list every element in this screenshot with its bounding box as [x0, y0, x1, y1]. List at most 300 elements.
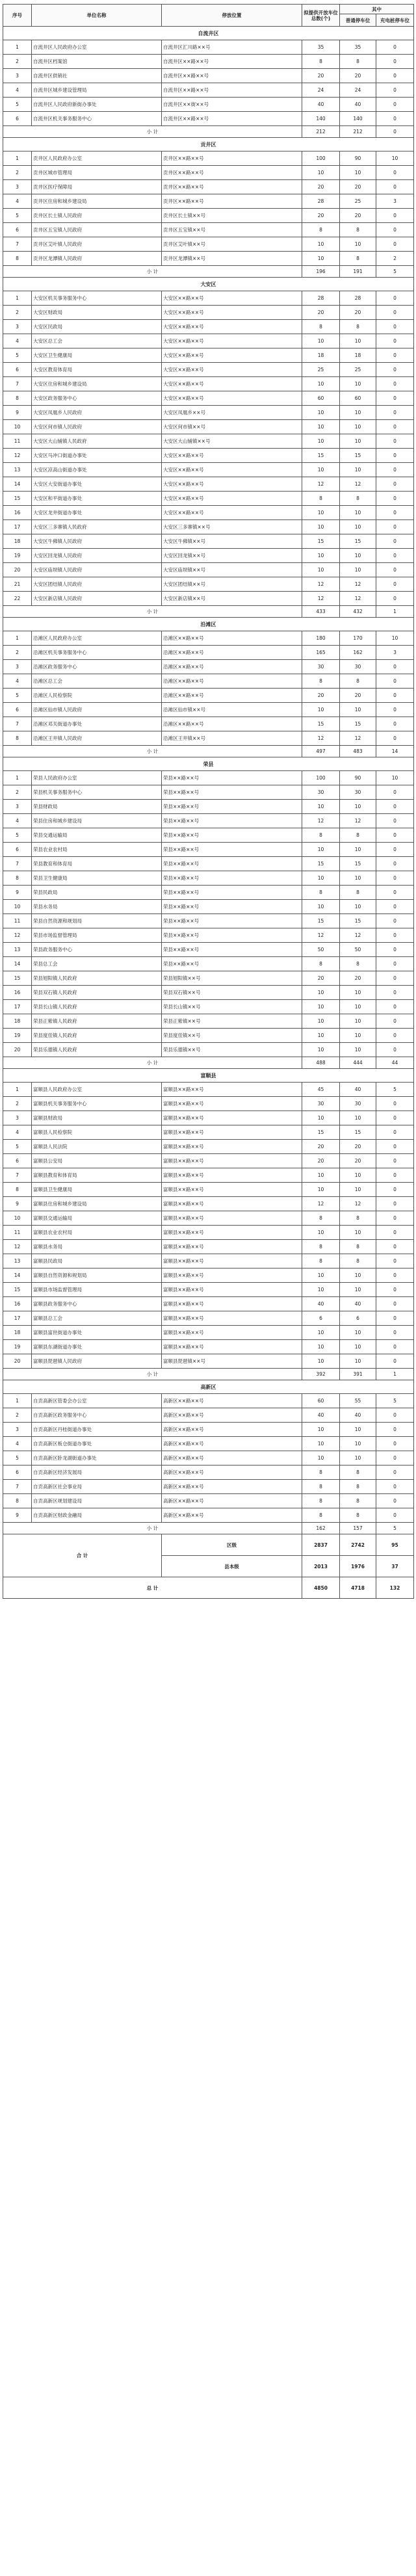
section-header-row — [3, 138, 414, 151]
cell-no: 6 — [3, 1465, 32, 1480]
cell-total: 40 — [302, 98, 340, 112]
cell-location: 自流井区××路××号 — [162, 83, 302, 98]
section-header-row — [3, 1380, 414, 1394]
cell-unit: 荣县市场监督管理局 — [32, 928, 162, 943]
table-row — [3, 363, 414, 377]
cell-normal: 15 — [340, 1125, 376, 1140]
cell-charging: 0 — [376, 886, 414, 900]
cell-location: 富顺县琵琶镇××号 — [162, 1354, 302, 1369]
table-row — [3, 1140, 414, 1154]
cell-normal: 10 — [340, 1183, 376, 1197]
table-row — [3, 1408, 414, 1423]
cell-location: 富顺县××路××号 — [162, 1340, 302, 1354]
cell-total: 10 — [302, 1326, 340, 1340]
cell-no: 2 — [3, 646, 32, 660]
cell-location: 贡井区五宝镇××号 — [162, 223, 302, 237]
cell-total: 8 — [302, 1465, 340, 1480]
cell-normal: 10 — [340, 463, 376, 477]
cell-total: 20 — [302, 209, 340, 223]
grand-total-label: 总 计 — [3, 1577, 302, 1599]
table-row — [3, 731, 414, 746]
cell-total: 10 — [302, 506, 340, 520]
cell-charging: 3 — [376, 194, 414, 209]
cell-unit: 荣县交通运输局 — [32, 828, 162, 843]
cell-charging: 0 — [376, 900, 414, 914]
cell-no: 5 — [3, 209, 32, 223]
cell-normal: 15 — [340, 449, 376, 463]
cell-normal: 20 — [340, 306, 376, 320]
table-row — [3, 151, 414, 166]
cell-normal: 8 — [340, 55, 376, 69]
cell-location: 沿滩区××路××号 — [162, 660, 302, 674]
cell-normal: 10 — [340, 871, 376, 886]
cell-total: 8 — [302, 320, 340, 334]
cell-charging: 0 — [376, 1111, 414, 1125]
cell-no: 5 — [3, 98, 32, 112]
cell-location: 大安区××路××号 — [162, 334, 302, 348]
subtotal-label: 小 计 — [3, 1057, 302, 1069]
cell-normal: 10 — [340, 1029, 376, 1043]
cell-no: 10 — [3, 900, 32, 914]
cell-charging: 0 — [376, 306, 414, 320]
subtotal-charge: 1 — [376, 606, 414, 618]
cell-normal: 35 — [340, 40, 376, 55]
cell-charging: 0 — [376, 549, 414, 563]
cell-normal: 10 — [340, 1423, 376, 1437]
cell-unit: 大安区机关事务服务中心 — [32, 291, 162, 306]
cell-location: 荣县××路××号 — [162, 957, 302, 971]
cell-location: 荣县××路××号 — [162, 857, 302, 871]
cell-unit: 富顺县自然资源和规划局 — [32, 1268, 162, 1283]
cell-normal: 40 — [340, 1083, 376, 1097]
cell-total: 10 — [302, 1354, 340, 1369]
cell-no: 3 — [3, 180, 32, 194]
cell-unit: 大安区教育体育局 — [32, 363, 162, 377]
table-row — [3, 1423, 414, 1437]
cell-total: 10 — [302, 1340, 340, 1354]
totals-label: 合 计 — [3, 1534, 162, 1577]
cell-charging: 0 — [376, 1211, 414, 1226]
table-row — [3, 377, 414, 391]
cell-no: 14 — [3, 957, 32, 971]
cell-total: 10 — [302, 1043, 340, 1057]
cell-charging: 0 — [376, 477, 414, 492]
cell-no: 7 — [3, 1480, 32, 1494]
subtotal-total: 162 — [302, 1523, 340, 1534]
cell-normal: 10 — [340, 377, 376, 391]
cell-no: 11 — [3, 434, 32, 449]
cell-unit: 荣县财政局 — [32, 800, 162, 814]
cell-normal: 28 — [340, 291, 376, 306]
cell-unit: 沿滩区机关事务服务中心 — [32, 646, 162, 660]
cell-location: 富顺县××路××号 — [162, 1125, 302, 1140]
totals-district-total: 2837 — [302, 1534, 340, 1556]
cell-location: 大安区××路××号 — [162, 463, 302, 477]
cell-charging: 0 — [376, 928, 414, 943]
cell-unit: 荣县农业农村局 — [32, 843, 162, 857]
table-row — [3, 1125, 414, 1140]
cell-total: 10 — [302, 166, 340, 180]
table-row — [3, 1014, 414, 1029]
cell-charging: 0 — [376, 377, 414, 391]
cell-location: 荣县××路××号 — [162, 871, 302, 886]
table-row — [3, 914, 414, 928]
cell-total: 180 — [302, 631, 340, 646]
cell-no: 18 — [3, 1326, 32, 1340]
cell-total: 30 — [302, 785, 340, 800]
cell-unit: 荣县度佳镇人民政府 — [32, 1029, 162, 1043]
subtotal-charge: 0 — [376, 126, 414, 138]
cell-total: 28 — [302, 291, 340, 306]
cell-location: 荣县双石镇××号 — [162, 986, 302, 1000]
cell-location: 高新区××路××号 — [162, 1408, 302, 1423]
cell-unit: 富顺县机关事务服务中心 — [32, 1097, 162, 1111]
table-row — [3, 957, 414, 971]
cell-total: 10 — [302, 377, 340, 391]
cell-location: 贡井区龙潭镇××号 — [162, 252, 302, 266]
table-row — [3, 1254, 414, 1268]
cell-charging: 0 — [376, 1297, 414, 1311]
cell-charging: 0 — [376, 1354, 414, 1369]
table-row — [3, 492, 414, 506]
cell-no: 18 — [3, 1014, 32, 1029]
cell-no: 2 — [3, 1097, 32, 1111]
table-row — [3, 703, 414, 717]
cell-unit: 大安区总工会 — [32, 334, 162, 348]
grand-total-normal: 4718 — [340, 1577, 376, 1599]
cell-charging: 0 — [376, 1423, 414, 1437]
cell-no: 18 — [3, 534, 32, 549]
cell-unit: 大安区回龙镇人民政府 — [32, 549, 162, 563]
subtotal-normal: 212 — [340, 126, 376, 138]
cell-unit: 自贡高新区政务服务中心 — [32, 1408, 162, 1423]
cell-unit: 荣县水务局 — [32, 900, 162, 914]
cell-charging: 0 — [376, 1311, 414, 1326]
cell-no: 4 — [3, 83, 32, 98]
cell-charging: 0 — [376, 1494, 414, 1508]
cell-location: 大安区××路××号 — [162, 377, 302, 391]
cell-normal: 25 — [340, 363, 376, 377]
cell-unit: 荣县机关事务服务中心 — [32, 785, 162, 800]
table-row — [3, 1240, 414, 1254]
cell-no: 8 — [3, 1183, 32, 1197]
section-header-row — [3, 618, 414, 631]
totals-county-normal: 1976 — [340, 1556, 376, 1577]
cell-charging: 0 — [376, 391, 414, 406]
table-row — [3, 252, 414, 266]
cell-total: 8 — [302, 223, 340, 237]
table-row — [3, 871, 414, 886]
cell-no: 3 — [3, 69, 32, 83]
cell-unit: 贡井区艾叶镇人民政府 — [32, 237, 162, 252]
cell-unit: 富顺县水务局 — [32, 1240, 162, 1254]
cell-unit: 自贡高新区板仓街道办事处 — [32, 1437, 162, 1451]
cell-location: 荣县乐德镇××号 — [162, 1043, 302, 1057]
cell-unit: 荣县自然资源和规划局 — [32, 914, 162, 928]
section-title: 高新区 — [3, 1380, 414, 1394]
cell-location: 高新区××路××号 — [162, 1423, 302, 1437]
cell-charging: 0 — [376, 520, 414, 534]
cell-total: 100 — [302, 771, 340, 785]
subtotal-label: 小 计 — [3, 606, 302, 618]
cell-total: 15 — [302, 1125, 340, 1140]
table-row — [3, 83, 414, 98]
table-row — [3, 463, 414, 477]
cell-location: 荣县××路××号 — [162, 943, 302, 957]
table-row — [3, 320, 414, 334]
header-total: 拟提供开放车位总数(个) — [302, 5, 340, 27]
section-title: 自流井区 — [3, 27, 414, 40]
cell-charging: 0 — [376, 1283, 414, 1297]
cell-normal: 30 — [340, 1097, 376, 1111]
table-row — [3, 1508, 414, 1523]
cell-total: 50 — [302, 943, 340, 957]
cell-charging: 0 — [376, 1043, 414, 1057]
header-normal: 普通停车位 — [340, 14, 376, 27]
cell-normal: 10 — [340, 334, 376, 348]
cell-location: 富顺县××路××号 — [162, 1140, 302, 1154]
cell-unit: 沿滩区政务服务中心 — [32, 660, 162, 674]
cell-location: 大安区××路××号 — [162, 492, 302, 506]
cell-unit: 富顺县民政局 — [32, 1254, 162, 1268]
cell-total: 10 — [302, 463, 340, 477]
cell-location: 大安区××路××号 — [162, 506, 302, 520]
cell-unit: 自贡高新区管委会办公室 — [32, 1394, 162, 1408]
cell-charging: 0 — [376, 492, 414, 506]
cell-normal: 10 — [340, 1451, 376, 1465]
cell-charging: 0 — [376, 1451, 414, 1465]
cell-total: 10 — [302, 1029, 340, 1043]
subtotal-label: 小 计 — [3, 1369, 302, 1380]
cell-unit: 贡井区五宝镇人民政府 — [32, 223, 162, 237]
cell-total: 40 — [302, 1408, 340, 1423]
cell-charging: 0 — [376, 40, 414, 55]
cell-normal: 8 — [340, 1508, 376, 1523]
cell-charging: 10 — [376, 771, 414, 785]
cell-normal: 10 — [340, 900, 376, 914]
cell-normal: 30 — [340, 785, 376, 800]
totals-county-total: 2013 — [302, 1556, 340, 1577]
cell-unit: 自流井区城乡建设管理局 — [32, 83, 162, 98]
cell-normal: 60 — [340, 391, 376, 406]
cell-normal: 15 — [340, 717, 376, 731]
cell-total: 10 — [302, 563, 340, 577]
cell-unit: 富顺县卫生健康局 — [32, 1183, 162, 1197]
cell-total: 165 — [302, 646, 340, 660]
cell-total: 12 — [302, 731, 340, 746]
cell-normal: 8 — [340, 492, 376, 506]
cell-charging: 0 — [376, 534, 414, 549]
cell-charging: 0 — [376, 363, 414, 377]
cell-normal: 10 — [340, 1226, 376, 1240]
cell-no: 1 — [3, 291, 32, 306]
cell-normal: 40 — [340, 98, 376, 112]
subtotal-charge: 44 — [376, 1057, 414, 1069]
table-row — [3, 1211, 414, 1226]
cell-unit: 大安区团结镇人民政府 — [32, 577, 162, 592]
cell-total: 12 — [302, 577, 340, 592]
cell-normal: 20 — [340, 69, 376, 83]
header-location: 停放位置 — [162, 5, 302, 27]
cell-charging: 0 — [376, 166, 414, 180]
table-row — [3, 391, 414, 406]
cell-normal: 10 — [340, 434, 376, 449]
cell-normal: 10 — [340, 1340, 376, 1354]
cell-location: 荣县××路××号 — [162, 814, 302, 828]
cell-total: 35 — [302, 40, 340, 55]
cell-location: 大安区大山铺镇××号 — [162, 434, 302, 449]
cell-total: 12 — [302, 1197, 340, 1211]
cell-total: 100 — [302, 151, 340, 166]
table-row — [3, 857, 414, 871]
cell-location: 贡井区长土镇××号 — [162, 209, 302, 223]
cell-unit: 自贡高新区经济发展局 — [32, 1465, 162, 1480]
header-charging: 充电桩停车位 — [376, 14, 414, 27]
table-row — [3, 577, 414, 592]
table-row — [3, 674, 414, 689]
cell-location: 自流井区汇川路××号 — [162, 40, 302, 55]
cell-charging: 10 — [376, 151, 414, 166]
cell-no: 2 — [3, 306, 32, 320]
cell-charging: 0 — [376, 320, 414, 334]
cell-normal: 10 — [340, 1014, 376, 1029]
cell-location: 富顺县××路××号 — [162, 1254, 302, 1268]
cell-location: 大安区新店镇××号 — [162, 592, 302, 606]
cell-total: 60 — [302, 391, 340, 406]
cell-total: 10 — [302, 1183, 340, 1197]
cell-no: 14 — [3, 477, 32, 492]
cell-charging: 0 — [376, 237, 414, 252]
cell-unit: 富顺县人民政府办公室 — [32, 1083, 162, 1097]
cell-normal: 30 — [340, 660, 376, 674]
cell-unit: 贡井区人民政府办公室 — [32, 151, 162, 166]
cell-total: 10 — [302, 1000, 340, 1014]
cell-normal: 10 — [340, 1354, 376, 1369]
cell-total: 24 — [302, 83, 340, 98]
table-row — [3, 1326, 414, 1340]
table-row — [3, 1000, 414, 1014]
table-row — [3, 1111, 414, 1125]
cell-charging: 0 — [376, 180, 414, 194]
cell-unit: 荣县住房和城乡建设局 — [32, 814, 162, 828]
cell-location: 高新区××路××号 — [162, 1480, 302, 1494]
cell-no: 19 — [3, 1029, 32, 1043]
table-row — [3, 434, 414, 449]
cell-total: 40 — [302, 1297, 340, 1311]
grand-total-total: 4850 — [302, 1577, 340, 1599]
subtotal-label: 小 计 — [3, 1523, 302, 1534]
cell-charging: 0 — [376, 406, 414, 420]
cell-normal: 8 — [340, 252, 376, 266]
subtotal-total: 392 — [302, 1369, 340, 1380]
cell-unit: 富顺县财政局 — [32, 1111, 162, 1125]
cell-total: 10 — [302, 1168, 340, 1183]
cell-unit: 沿滩区人民检察院 — [32, 689, 162, 703]
cell-no: 19 — [3, 549, 32, 563]
cell-charging: 0 — [376, 1508, 414, 1523]
table-row — [3, 306, 414, 320]
cell-normal: 10 — [340, 237, 376, 252]
cell-unit: 大安区龙井街道办事处 — [32, 506, 162, 520]
cell-total: 6 — [302, 1311, 340, 1326]
cell-normal: 90 — [340, 151, 376, 166]
cell-total: 140 — [302, 112, 340, 126]
cell-unit: 荣县旭阳镇人民政府 — [32, 971, 162, 986]
cell-charging: 0 — [376, 98, 414, 112]
table-row — [3, 406, 414, 420]
cell-total: 10 — [302, 800, 340, 814]
cell-unit: 荣县政务服务中心 — [32, 943, 162, 957]
cell-total: 8 — [302, 1240, 340, 1254]
cell-no: 2 — [3, 785, 32, 800]
cell-total: 8 — [302, 828, 340, 843]
cell-charging: 0 — [376, 69, 414, 83]
cell-unit: 自流井区机关事务服务中心 — [32, 112, 162, 126]
cell-no: 20 — [3, 1354, 32, 1369]
cell-no: 4 — [3, 334, 32, 348]
cell-normal: 10 — [340, 549, 376, 563]
cell-normal: 20 — [340, 1154, 376, 1168]
cell-normal: 6 — [340, 1311, 376, 1326]
section-title: 荣县 — [3, 757, 414, 771]
table-row — [3, 98, 414, 112]
cell-unit: 大安区卫生健康局 — [32, 348, 162, 363]
cell-unit: 自流井区人民政府新街办事处 — [32, 98, 162, 112]
table-row — [3, 1480, 414, 1494]
cell-total: 15 — [302, 717, 340, 731]
cell-total: 15 — [302, 914, 340, 928]
cell-no: 21 — [3, 577, 32, 592]
cell-total: 60 — [302, 1394, 340, 1408]
cell-charging: 0 — [376, 1437, 414, 1451]
cell-no: 6 — [3, 1154, 32, 1168]
cell-no: 17 — [3, 520, 32, 534]
cell-location: 富顺县××路××号 — [162, 1183, 302, 1197]
table-row — [3, 886, 414, 900]
cell-normal: 50 — [340, 943, 376, 957]
cell-no: 7 — [3, 717, 32, 731]
cell-charging: 0 — [376, 660, 414, 674]
cell-total: 12 — [302, 477, 340, 492]
subtotal-label: 小 计 — [3, 266, 302, 278]
cell-normal: 170 — [340, 631, 376, 646]
cell-location: 富顺县××路××号 — [162, 1240, 302, 1254]
cell-unit: 大安区何市镇人民政府 — [32, 420, 162, 434]
cell-location: 荣县××路××号 — [162, 928, 302, 943]
cell-charging: 3 — [376, 646, 414, 660]
cell-location: 沿滩区××路××号 — [162, 646, 302, 660]
cell-unit: 贡井区长土镇人民政府 — [32, 209, 162, 223]
cell-unit: 自流井区档案馆 — [32, 55, 162, 69]
cell-unit: 沿滩区邓关街道办事处 — [32, 717, 162, 731]
header-of-which: 其中 — [340, 5, 414, 14]
cell-location: 大安区××路××号 — [162, 320, 302, 334]
subtotal-charge: 5 — [376, 266, 414, 278]
table-row — [3, 334, 414, 348]
cell-normal: 10 — [340, 1326, 376, 1340]
cell-location: 大安区凤凰乡××号 — [162, 406, 302, 420]
subtotal-row — [3, 1523, 414, 1534]
cell-normal: 20 — [340, 971, 376, 986]
cell-total: 20 — [302, 180, 340, 194]
cell-charging: 0 — [376, 223, 414, 237]
table-row — [3, 717, 414, 731]
subtotal-charge: 5 — [376, 1523, 414, 1534]
header-no: 序号 — [3, 5, 32, 27]
cell-location: 荣县××路××号 — [162, 800, 302, 814]
cell-total: 15 — [302, 449, 340, 463]
subtotal-normal: 483 — [340, 746, 376, 757]
